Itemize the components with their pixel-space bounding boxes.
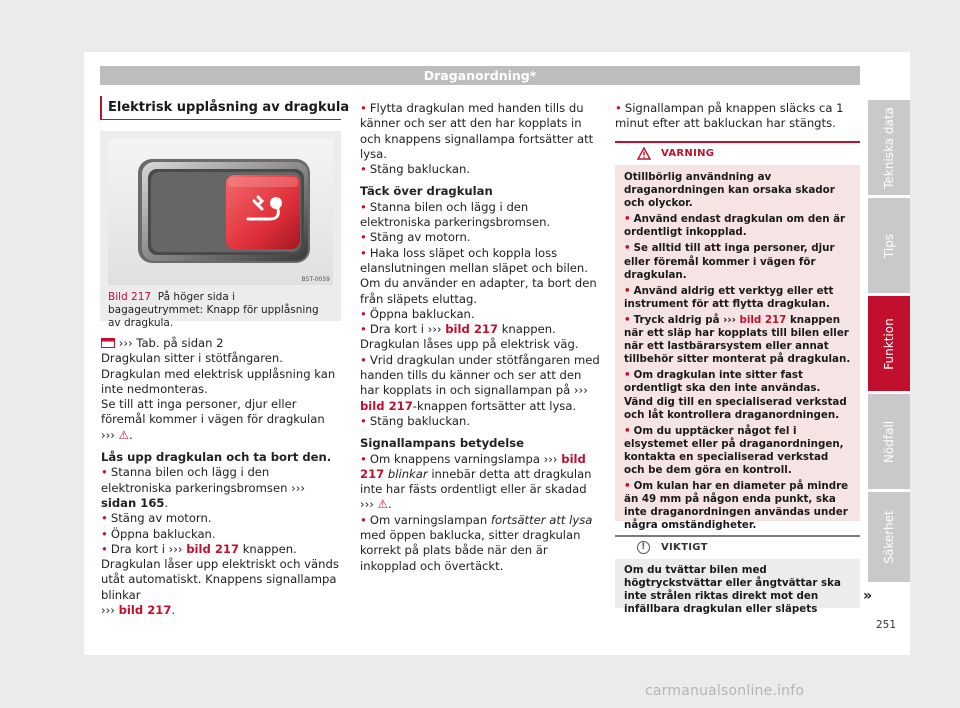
title-accent (100, 96, 102, 120)
warning-label: VARNING (661, 148, 715, 159)
step-text: Dra kort i ››› (369, 322, 442, 337)
step-text: Signallampan på knappen släcks ca 1 minut efter att bakluckan har stängts. (615, 101, 844, 131)
figure-link[interactable]: bild 217 (118, 603, 172, 618)
watermark: carmanualsonline.info (645, 683, 805, 699)
cover-heading: Täck över dragkulan (360, 184, 493, 199)
step-text: Dra kort i ››› (110, 541, 183, 556)
step-text: knappen. Dragkulan låser upp elektriskt och vänds utåt automatiskt. Knappens signallampa blinkar (101, 541, 339, 602)
step-text: Om varningslampan (369, 512, 488, 527)
step-text: Öppna bakluckan. (369, 306, 475, 321)
step-text: innebär detta att dragkulan inte har fästs ordentligt eller är skadad ››› (360, 466, 592, 512)
note-header (615, 537, 860, 559)
figure-number: Bild 217 (108, 291, 152, 303)
figure-link[interactable]: bild 217 (360, 398, 413, 413)
step-text: Stanna bilen och lägg i den elektroniska parkeringsbromsen ››› (101, 465, 306, 495)
step-text: Stäng bakluckan. (369, 162, 471, 177)
tab-sakerhet[interactable]: Säkerhet (868, 492, 910, 582)
step-text: med öppen baklucka, sitter dragkulan korrekt på plats både när den är inkopplad och övertäckt. (360, 528, 581, 573)
figure-caption (108, 291, 333, 330)
column-middle: • Flytta dragkulan med handen tills du känner och ser att den har kopplats in och knappens signallampa fortsätter att lysa. • Stäng bakluckan. Täck över dragkulan • Stanna bilen och lägg i den elektroniska parkeringsbromsen. • Stäng av motorn. • Haka loss släpet och koppla loss elanslutningen mellan släpet och bilen. Om du använder en adapter, ta bort den från släpets eluttag. • Öppna bakluckan. • Dra kort i ››› bild 217 knappen. Dragkulan låses upp på elektrisk väg. • Vrid dragkulan under stötfångaren med handen tills du känner och ser att den har kopplats in och signallampan på ››› bild 217-knappen fortsätter att lysa. • Stäng bakluckan. Signallampans betydelse • Om knappens varningslampa ››› bild 217 blinkar innebär detta att dragkulan inte har fästs ordentligt eller är skadad ››› ⚠. • Om varningslampan fortsätter att lysa med öppen baklucka, sitter dragkulan korrekt på plats både när den är inkopplad och övertäckt. (360, 101, 600, 573)
title-underline (100, 119, 341, 120)
step-text: Stäng bakluckan. (369, 413, 471, 428)
safety-text: Se till att inga personer, djur eller föremål kommer i vägen för dragkulan ››› (101, 397, 325, 442)
step-text: Flytta dragkulan med handen tills du känner och ser att den har kopplats in och knappens signallampa fortsätter att lysa. (360, 101, 594, 161)
note-text: Om du tvättar bilen med högtryckstvättar eller ångtvättar ska inte strålen riktas direkt mot den infällbara dragkulan eller släpets (624, 564, 841, 616)
italic-text: fortsätter att lysa (490, 512, 593, 527)
chapter-header: Draganordning* (100, 66, 860, 85)
warning-triangle-icon[interactable]: ⚠ (118, 427, 130, 442)
step-text: Öppna bakluckan. (110, 526, 216, 541)
figure-link[interactable]: bild 217 (186, 541, 240, 556)
step-text: Stäng av motorn. (110, 511, 212, 526)
warning-body: Otillbörlig användning av draganordningen kan orsaka skador och olyckor. • Använd endast dragkulan om den är ordentligt inkopplad. • Se alltid till att inga personer, djur eller föremål kommer i vägen för dragkulan. • Använd aldrig ett verktyg eller ett instrument för att flytta dragkulan. • Tryck aldrig på ››› bild 217 knappen när ett släp har kopplats till bilen eller när ett lastbärarsystem eller annat tillbehör sitter monterat på dragkulan. • Om dragkulan inte sitter fast ordentligt ska den inte användas. Vänd dig till en specialiserad verkstad och låt kontrollera draganordningen. • Om du upptäcker något fel i elsystemet eller på draganordningen, kontakta en specialiserad verkstad och be dem göra en kontroll. • Om kulan har en diameter på mindre än 49 mm på någon enda punkt, ska inte draganordningen användas under några omständigheter. (624, 171, 851, 532)
continue-marker: » (863, 588, 873, 604)
figure-link[interactable]: bild 217 (445, 322, 499, 337)
arrow-marker: ››› (101, 603, 115, 618)
tab-reference-icon (101, 338, 115, 348)
warning-header (615, 143, 860, 165)
figure-image (108, 139, 333, 285)
figure-link[interactable]: bild 217 (739, 313, 787, 326)
warning-item: Använd aldrig ett verktyg eller ett instrument för att flytta dragkulan. (624, 284, 834, 310)
column-left: ››› Tab. på sidan 2 Dragkulan sitter i stötfångaren. Dragkulan med elektrisk upplåsning kan inte nedmonteras. Se till att inga personer, djur eller föremål kommer i vägen för dragkulan ››› ⚠. Lås upp dragkulan och ta bort den. • Stanna bilen och lägg i den elektroniska parkeringsbromsen ››› sidan 165. • Stäng av motorn. • Öppna bakluckan. • Dra kort i ››› bild 217 knappen. Dragkulan låser upp elektriskt och vänds utåt automatiskt. Knappens signallampa blinkar ››› bild 217. (101, 336, 341, 618)
figure-caption-text: På höger sida i bagageutrymmet: Knapp för upplåsning av dragkula. (108, 291, 319, 329)
signal-heading: Signallampans betydelse (360, 436, 525, 451)
intro-text: Dragkulan sitter i stötfångaren. Dragkulan med elektrisk upplåsning kan inte nedmonteras. (101, 351, 336, 396)
figure-217 (100, 131, 341, 329)
unlock-heading: Lås upp dragkulan och ta bort den. (101, 450, 332, 465)
warning-triangle-icon (637, 147, 651, 160)
step-text: Vrid dragkulan under stötfångaren med handen tills du känner och ser att den har kopplats in och signallampan på ››› (360, 352, 600, 398)
step-text: Stanna bilen och lägg i den elektroniska parkeringsbromsen. (360, 199, 551, 230)
warning-triangle-icon[interactable]: ⚠ (377, 497, 389, 512)
step-text: knappen. Dragkulan låses upp på elektrisk väg. (360, 322, 579, 352)
warning-item: Om kulan har en diameter på mindre än 49 mm på någon enda punkt, ska inte draganordningen användas under några omständigheter. (624, 480, 849, 532)
note-label: VIKTIGT (661, 542, 708, 553)
warning-item: Om dragkulan inte sitter fast ordentligt ska den inte användas. Vänd dig till en specialiserad verkstad och låt kontrollera draganordningen. (624, 369, 847, 421)
warning-item: Tryck aldrig på ››› (633, 313, 736, 326)
column-right: • Signallampan på knappen släcks ca 1 minut efter att bakluckan har stängts. (615, 101, 844, 131)
step-text: Om knappens varningslampa ››› (369, 451, 558, 466)
step-text: knappen fortsätter att lysa. (416, 398, 577, 413)
step-text: Stäng av motorn. (369, 230, 471, 245)
tab-nodfall[interactable]: Nödfall (868, 394, 910, 489)
warning-box (615, 141, 860, 532)
note-box (615, 535, 860, 616)
section-title: Elektrisk upplåsning av dragkula (108, 100, 350, 115)
info-circle-icon: ! (637, 541, 650, 554)
step-text: Haka loss släpet och koppla loss elanslutningen mellan släpet och bilen. Om du använder en adapter, ta bort den från släpets eluttag. (360, 245, 597, 306)
unlock-button-illustration (108, 139, 333, 285)
warning-item: Se alltid till att inga personer, djur eller föremål kommer i vägen för dragkulan. (624, 242, 835, 281)
warning-intro: Otillbörlig användning av draganordningen kan orsaka skador och olyckor. (624, 171, 835, 210)
tab-tekniska-data[interactable]: Tekniska data (868, 100, 910, 195)
figure-link[interactable]: bild 217 (360, 451, 586, 481)
warning-item: knappen när ett släp har kopplats till bilen eller när ett lastbärarsystem eller annat tillbehör sitter monterat på dragkulan. (624, 313, 851, 366)
tab-funktion[interactable]: Funktion (868, 296, 910, 391)
page-link[interactable]: sidan 165 (101, 495, 165, 510)
tab-reference[interactable]: ››› Tab. på sidan 2 (118, 336, 224, 350)
figure-code: B5T-0059 (301, 276, 330, 283)
italic-text: blinkar (387, 466, 428, 481)
warning-item: Använd endast dragkulan om den är ordentligt inkopplad. (624, 213, 846, 239)
tab-tips[interactable]: Tips (868, 198, 910, 293)
page-number: 251 (876, 619, 897, 631)
warning-item: Om du upptäcker något fel i elsystemet eller på draganordningen, kontakta en specialiserad verkstad och be dem göra en kontroll. (624, 424, 844, 476)
